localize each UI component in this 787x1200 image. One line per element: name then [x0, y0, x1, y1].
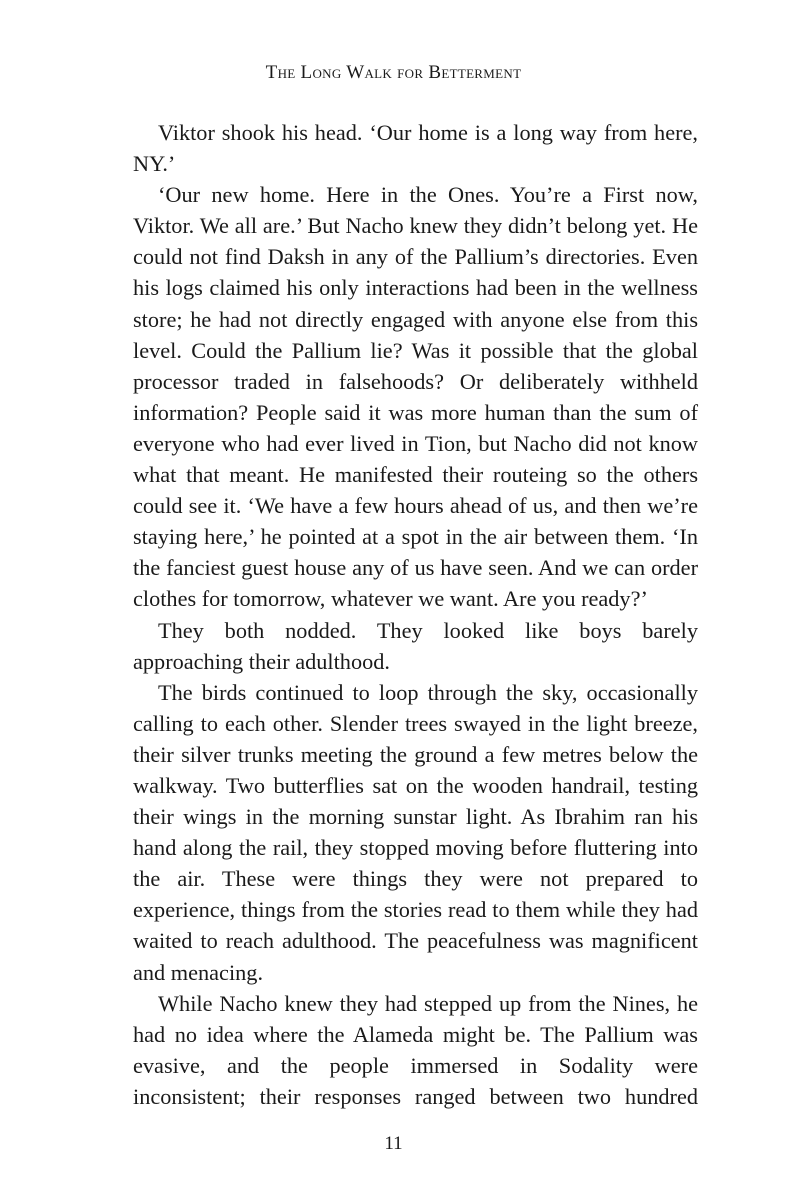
body-text — [133, 117, 698, 1112]
paragraph: Viktor shook his head. ‘Our home is a long way from here, NY.’ — [133, 120, 698, 177]
paragraph: They both nodded. They looked like boys barely approaching their adulthood. — [133, 617, 698, 674]
paragraph: The birds continued to loop through the sky, occasionally calling to each other. Slender trees swayed in the light breeze, their silver trunks meeting the ground a few metres below the walkway. Two butterflies sat on the wooden handrail, testing their wings in the morning sunstar light. As Ibrahim ran his hand along the rail, they stopped moving before fluttering into the air. These were things they were not prepared to experience, things from the stories read to them while they had waited to reach adulthood. The peacefulness was magnificent and menacing. — [133, 679, 698, 985]
paragraph: While Nacho knew they had stepped up from the Nines, he had no idea where the Alameda might be. The Pallium was evasive, and the people immersed in Sodality were inconsistent; their responses ranged between two hundred — [133, 990, 698, 1109]
page-number: 11 — [384, 1133, 403, 1154]
running-header-title: The Long Walk for Betterment — [265, 62, 522, 83]
paragraph: ‘Our new home. Here in the Ones. You’re a First now, Viktor. We all are.’ But Nacho knew they didn’t belong yet. He could not find Daksh in any of the Pallium’s directories. Even his logs claimed his only interactions had been in the wellness store; he had not directly engaged with anyone else from this level. Could the Pallium lie? Was it possible that the global processor traded in falsehoods? Or deliberately withheld information? People said it was more human than the sum of everyone who had ever lived in Tion, but Nacho did not know what that meant. He manifested their routeing so the others could see it. ‘We have a few hours ahead of us, and then we’re staying here,’ he pointed at a spot in the air between them. ‘In the fanciest guest house any of us have seen. And we can order clothes for tomorrow, whatever we want. Are you ready?’ — [133, 182, 698, 612]
